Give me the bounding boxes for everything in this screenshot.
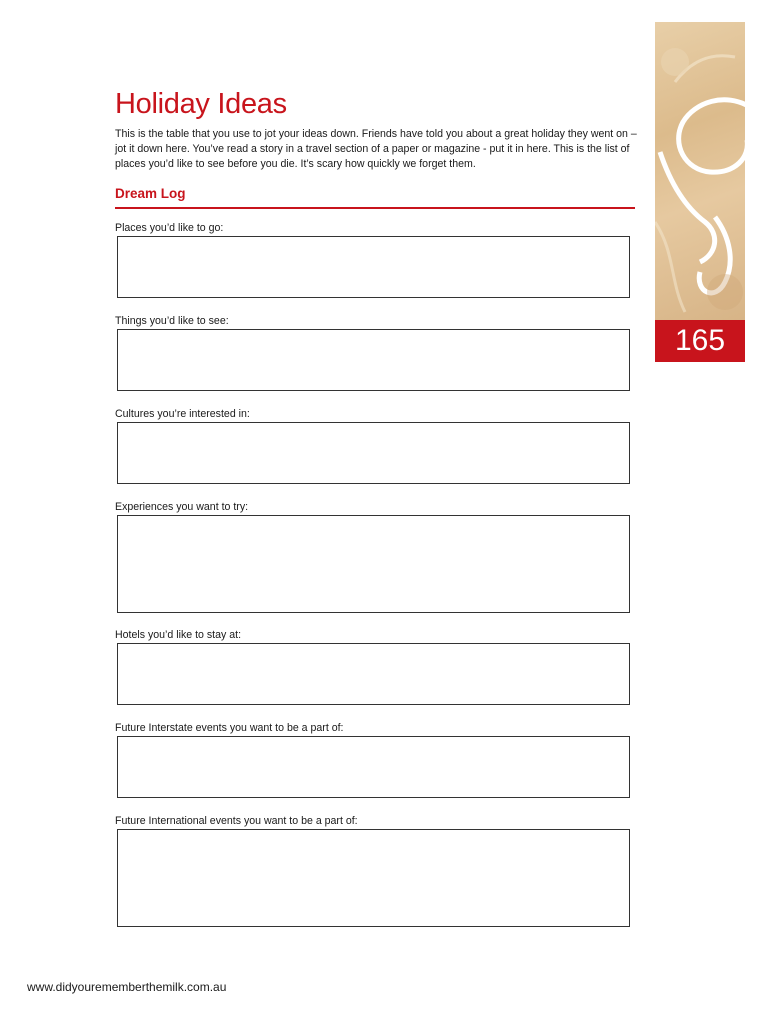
hotels-field[interactable]: [117, 643, 630, 705]
footer-url-link[interactable]: www.didyourememberthemilk.com.au: [27, 980, 227, 994]
section-divider: [115, 207, 635, 209]
things-label: Things you’d like to see:: [115, 315, 229, 327]
places-label: Places you’d like to go:: [115, 222, 224, 234]
interstate-events-field[interactable]: [117, 736, 630, 798]
things-field[interactable]: [117, 329, 630, 391]
page-title: Holiday Ideas: [115, 88, 287, 120]
decorative-artwork: [655, 22, 745, 320]
cultures-field[interactable]: [117, 422, 630, 484]
page-number: 165: [655, 320, 745, 362]
cultures-label: Cultures you’re interested in:: [115, 408, 250, 420]
international-events-field[interactable]: [117, 829, 630, 927]
swirl-art-icon: [655, 22, 745, 320]
experiences-field[interactable]: [117, 515, 630, 613]
places-field[interactable]: [117, 236, 630, 298]
international-events-label: Future International events you want to be a part of:: [115, 815, 358, 827]
intro-text: This is the table that you use to jot your ideas down. Friends have told you about a great holiday they went on – jot it down here. You’ve read a story in a travel section of a paper or magazine - put it in here. This is the list of places you’d like to see before you die. It’s scary how quickly we forget them.: [115, 128, 637, 170]
experiences-label: Experiences you want to try:: [115, 501, 249, 513]
interstate-events-label: Future Interstate events you want to be a part of:: [115, 722, 344, 734]
side-tab: [655, 22, 745, 362]
hotels-label: Hotels you’d like to stay at:: [115, 629, 242, 641]
section-heading: Dream Log: [115, 186, 186, 201]
